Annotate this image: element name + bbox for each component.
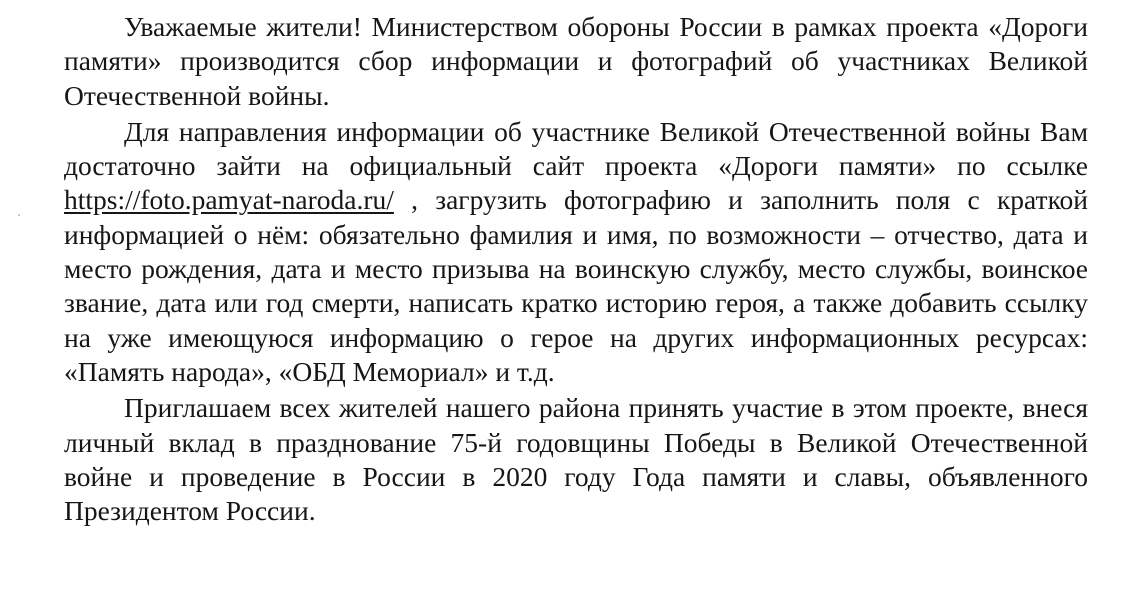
instructions-text-after-link: , загрузить фотографию и заполнить поля с краткой информацией о нём: обязательно фамилия и имя, по возможности – отчество, дата и место рождения, дата и место призыва на воинскую службу, место службы, воинское звание, дата или год смерти, написать кратко историю героя, а также добавить ссылку на уже имеющуюся информацию о герое на других информационных ресурсах: «Память народа», «ОБД Мемориал» и т.д. xyxy=(64,184,1088,387)
scan-speck xyxy=(18,214,20,216)
document-body xyxy=(64,10,1088,528)
instructions-text-before-link: Для направления информации об участнике Великой Отечественной войны Вам достаточно зайти на официальный сайт проекта «Дороги памяти» по ссылке xyxy=(64,115,1088,182)
project-website-link[interactable]: https://foto.pamyat-naroda.ru/ xyxy=(64,184,394,216)
paragraph-greeting: Уважаемые жители! Министерством обороны России в рамках проекта «Дороги памяти» производится сбор информации и фотографий об участниках Великой Отечественной войны. xyxy=(64,11,1088,111)
paragraph-invitation: Приглашаем всех жителей нашего района принять участие в этом проекте, внеся личный вклад в празднование 75-й годовщины Победы в Великой Отечественной войне и проведение в России в 2020 году Года памяти и славы, объявленного Президентом России. xyxy=(64,392,1088,527)
paragraph-instructions xyxy=(64,115,1088,389)
